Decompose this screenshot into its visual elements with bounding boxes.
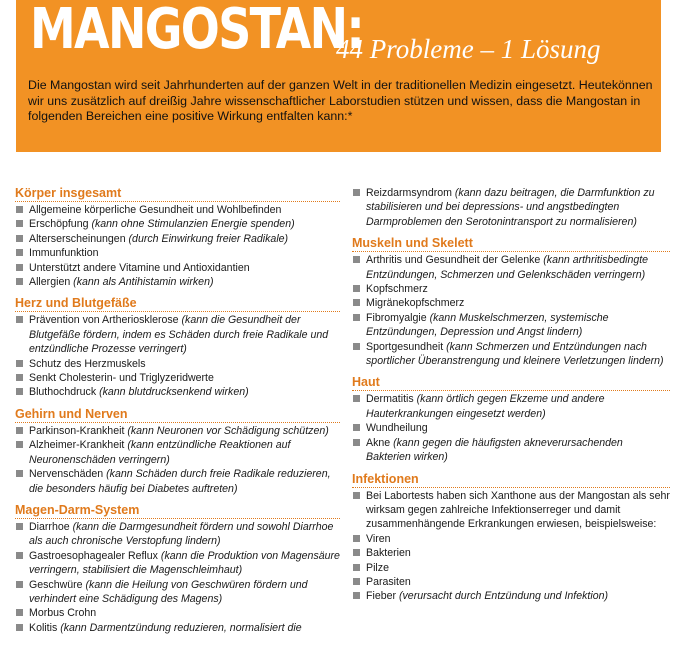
square-bullet-icon [353,343,360,350]
list-item [15,467,340,496]
item-note: (kann ohne Stimulanzien Energie spenden) [91,218,295,231]
item-note: (kann entzündliche Reaktionen auf Neuronenschäden verringern) [29,439,291,466]
item-note: (kann Schäden durch freie Radikale reduzieren, die besonders häufig bei Diabetes auftreten) [29,468,331,495]
item-text: Allergien [29,276,74,289]
list-item [15,217,340,231]
list-item [15,438,340,467]
item-note: (kann örtlich gegen Ekzeme und andere Hauterkrankungen eingesetzt werden) [366,393,605,420]
list-item [352,311,670,340]
square-bullet-icon [16,427,23,434]
section-heading: Magen-Darm-System [15,503,340,519]
item-text: Erschöpfung [29,218,92,231]
list-item [15,424,340,438]
item-text: Akne [366,436,394,449]
item-note: (kann die Produktion von Magensäure verringern, stabilisiert die Magenschleimhaut) [29,549,340,577]
list-item [352,589,670,603]
square-bullet-icon [353,189,360,196]
section-heading: Körper insgesamt [15,186,340,202]
item-note: (kann Muskelschmerzen, systemische Entzündungen, Depression und Angst lindern) [366,311,609,339]
item-note: (kann die Darmgesundheit fördern und sowohl Diarrhoe als auch chronische Verstopfung lindern) [29,520,334,548]
page-subtitle: 44 Probleme – 1 Lösung [336,34,601,64]
item-text: Immunfunktion [29,247,99,260]
square-bullet-icon [16,470,23,477]
square-bullet-icon [353,285,360,292]
section-heading: Gehirn und Nerven [15,407,340,423]
list-item [352,546,670,560]
list-item [15,621,340,635]
square-bullet-icon [353,492,360,499]
square-bullet-icon [353,256,360,263]
section-heading: Muskeln und Skelett [352,236,670,252]
item-text: Alzheimer-Krankheit [29,439,128,452]
list-item [15,606,340,620]
item-text: Prävention von Artheriosklerose [29,314,182,327]
square-bullet-icon [16,552,23,559]
section [15,186,340,289]
item-note: (kann die Heilung von Geschwüren fördern und verhindert eine Schädigung des Magens) [29,578,308,605]
item-note: (kann die Gesundheit der Blutgefäße fördern, indem es Schäden durch freie Radikale und entzündliche Prozesse verringert) [29,314,329,356]
section-heading: Haut [352,375,670,391]
list-item [15,246,340,260]
square-bullet-icon [353,549,360,556]
square-bullet-icon [353,592,360,599]
section [15,407,340,496]
list-item [15,357,340,371]
list-item [15,549,340,578]
square-bullet-icon [353,314,360,321]
item-text: Unterstützt andere Vitamine und Antioxidantien [29,261,250,274]
section [352,236,670,368]
item-note: (kann blutdrucksenkend wirken) [99,386,249,399]
square-bullet-icon [353,395,360,402]
item-text: Gastroesophagealer Reflux [29,549,161,562]
list-item [352,561,670,575]
item-note: (kann als Antihistamin wirken) [73,276,214,289]
square-bullet-icon [353,439,360,446]
square-bullet-icon [16,441,23,448]
item-text: Dermatitis [366,393,417,406]
square-bullet-icon [16,374,23,381]
section [352,472,670,604]
item-text: Morbus Crohn [29,607,97,620]
square-bullet-icon [16,316,23,323]
intro-paragraph: Die Mangostan wird seit Jahrhunderten auf der ganzen Welt in der traditionellen Medizin eingesetzt. Heutekönnen wir uns zusätzlich auf dreißig Jahre wissenschaftlicher Laborstudien stützen und wissen, dass die Mangostan in folgenden Bereichen eine positive Wirkung entfalten kann:* [28,78,653,123]
list-item [15,203,340,217]
list-item [352,296,670,310]
list-item [15,371,340,385]
item-text: Nervenschäden [29,468,107,481]
right-column [352,186,670,611]
item-text: Senkt Cholesterin- und Triglyzeridwerte [29,372,214,385]
left-column [15,186,340,642]
item-text: Geschwüre [29,578,86,591]
section [15,296,340,399]
item-note: (verursacht durch Entzündung und Infektion) [398,590,609,603]
item-text: Viren [366,532,391,545]
item-text: Bluthochdruck [29,386,100,399]
square-bullet-icon [16,523,23,530]
item-text: Alterserscheinungen [29,232,129,245]
item-text: Bakterien [366,547,411,560]
list-item [352,392,670,421]
header-banner [16,0,661,152]
item-text: Reizdarmsyndrom [366,187,455,199]
item-text: Pilze [366,561,389,574]
list-item [15,520,340,549]
square-bullet-icon [16,278,23,285]
square-bullet-icon [353,578,360,585]
section-heading: Herz und Blutgefäße [15,296,340,312]
square-bullet-icon [16,264,23,271]
square-bullet-icon [16,581,23,588]
item-note: (kann Schmerzen und Entzündungen nach sportlicher Überanstrengung und kleinere Verletzungen lindern) [366,340,664,368]
item-text: Sportgesundheit [366,340,447,353]
item-text: Kolitis [29,621,61,634]
item-note: (durch Einwirkung freier Radikale) [128,232,289,245]
list-item [15,385,340,399]
square-bullet-icon [16,235,23,242]
item-note: (kann Neuronen vor Schädigung schützen) [127,424,329,437]
square-bullet-icon [16,249,23,256]
list-item [352,489,670,532]
item-text: Parkinson-Krankheit [29,424,128,437]
list-item [352,532,670,546]
list-item [352,253,670,282]
square-bullet-icon [16,360,23,367]
section [352,186,670,229]
list-item [15,232,340,246]
square-bullet-icon [16,206,23,213]
square-bullet-icon [16,609,23,616]
item-text: Schutz des Herzmuskels [29,357,146,370]
list-item [15,313,340,356]
list-item [15,275,340,289]
section [15,503,340,635]
item-text: Arthritis und Gesundheit der Gelenke [366,254,544,267]
item-text: Kopfschmerz [366,283,428,296]
square-bullet-icon [16,388,23,395]
item-text: Bei Labortests haben sich Xanthone aus der Mangostan als sehr wirksam gegen zahlreiche Infektionserreger und damit zusammenhängende Erkrankungen erwiesen, beispielsweise: [366,489,670,531]
item-text: Diarrhoe [29,520,73,533]
item-text: Wundheilung [366,422,428,435]
list-item [352,340,670,369]
section-heading: Infektionen [352,472,670,488]
list-item [352,186,670,229]
item-note: (kann arthritisbedingte Entzündungen, Schmerzen und Gelenkschäden verringern) [366,254,649,281]
square-bullet-icon [16,220,23,227]
square-bullet-icon [353,564,360,571]
item-text: Parasiten [366,575,411,588]
item-text: Fibromyalgie [366,311,430,324]
square-bullet-icon [353,424,360,431]
list-item [15,261,340,275]
page-title: MANGOSTAN: [30,0,364,62]
list-item [352,282,670,296]
list-item [15,578,340,607]
item-text: Allgemeine körperliche Gesundheit und Wohlbefinden [29,204,282,216]
item-note: (kann gegen die häufigsten akneverursachenden Bakterien wirken) [366,436,623,464]
item-text: Migränekopfschmerz [366,297,465,310]
list-item [352,575,670,589]
square-bullet-icon [353,535,360,542]
item-note: (kann dazu beitragen, die Darmfunktion zu stabilisieren und bei depressions- und angstbedingten Darmproblemen den Serotonintransport zu normalisieren) [366,187,655,228]
item-text: Fieber [366,590,399,603]
section [352,375,670,464]
item-note: (kann Darmentzündung reduzieren, normalisiert die [60,621,302,634]
list-item [352,436,670,465]
square-bullet-icon [16,624,23,631]
list-item [352,421,670,435]
square-bullet-icon [353,299,360,306]
